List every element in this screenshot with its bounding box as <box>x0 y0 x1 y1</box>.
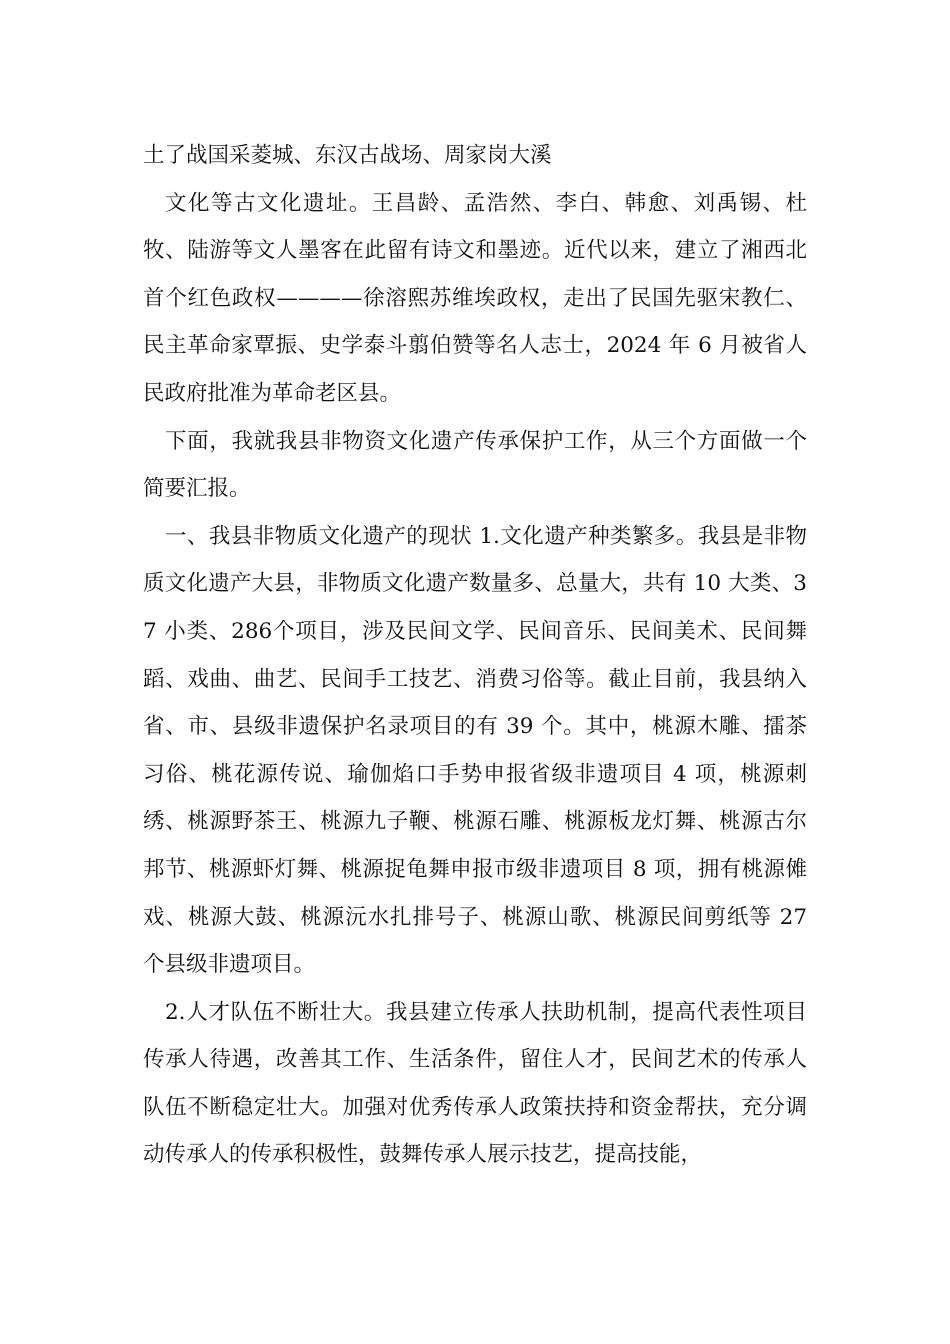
paragraph-2: 文化等古文化遗址。王昌龄、孟浩然、李白、韩愈、刘禹锡、杜牧、陆游等文人墨客在此留有诗文和墨迹。近代以来，建立了湘西北首个红色政权————徐溶熙苏维埃政权，走出了民国先驱宋教仁、民主革命家覃振、史学泰斗翦伯赞等名人志士，2024 年 6 月被省人民政府批准为革命老区县。 <box>143 190 807 406</box>
document-page <box>143 132 807 1179</box>
paragraph-3: 下面，我就我县非物资文化遗产传承保护工作，从三个方面做一个简要汇报。 <box>143 428 807 502</box>
paragraph-1: 土了战国采菱城、东汉古战场、周家岗大溪 <box>143 143 552 168</box>
paragraph-4: 一、我县非物质文化遗产的现状 1.文化遗产种类繁多。我县是非物质文化遗产大县，非物质文化遗产数量多、总量大，共有 10 大类、37 小类、286个项目，涉及民间文学、民间音乐、民间美术、民间舞蹈、戏曲、曲艺、民间手工技艺、消费习俗等。截止目前，我县纳入省、市、县级非遗保护名录项目的有 39 个。其中，桃源木雕、擂茶习俗、桃花源传说、瑜伽焰口手势申报省级非遗项目 4 项，桃源刺绣、桃源野茶王、桃源九子鞭、桃源石雕、桃源板龙灯舞、桃源古尔邦节、桃源虾灯舞、桃源捉龟舞申报市级非遗项目 8 项，拥有桃源傩戏、桃源大鼓、桃源沅水扎排号子、桃源山歌、桃源民间剪纸等 27 个县级非遗项目。 <box>143 523 807 978</box>
paragraph-5: 2.人才队伍不断壮大。我县建立传承人扶助机制，提高代表性项目传承人待遇，改善其工作、生活条件，留住人才，民间艺术的传承人队伍不断稳定壮大。加强对优秀传承人政策扶持和资金帮扶，充分调动传承人的传承积极性，鼓舞传承人展示技艺，提高技能， <box>143 999 807 1168</box>
